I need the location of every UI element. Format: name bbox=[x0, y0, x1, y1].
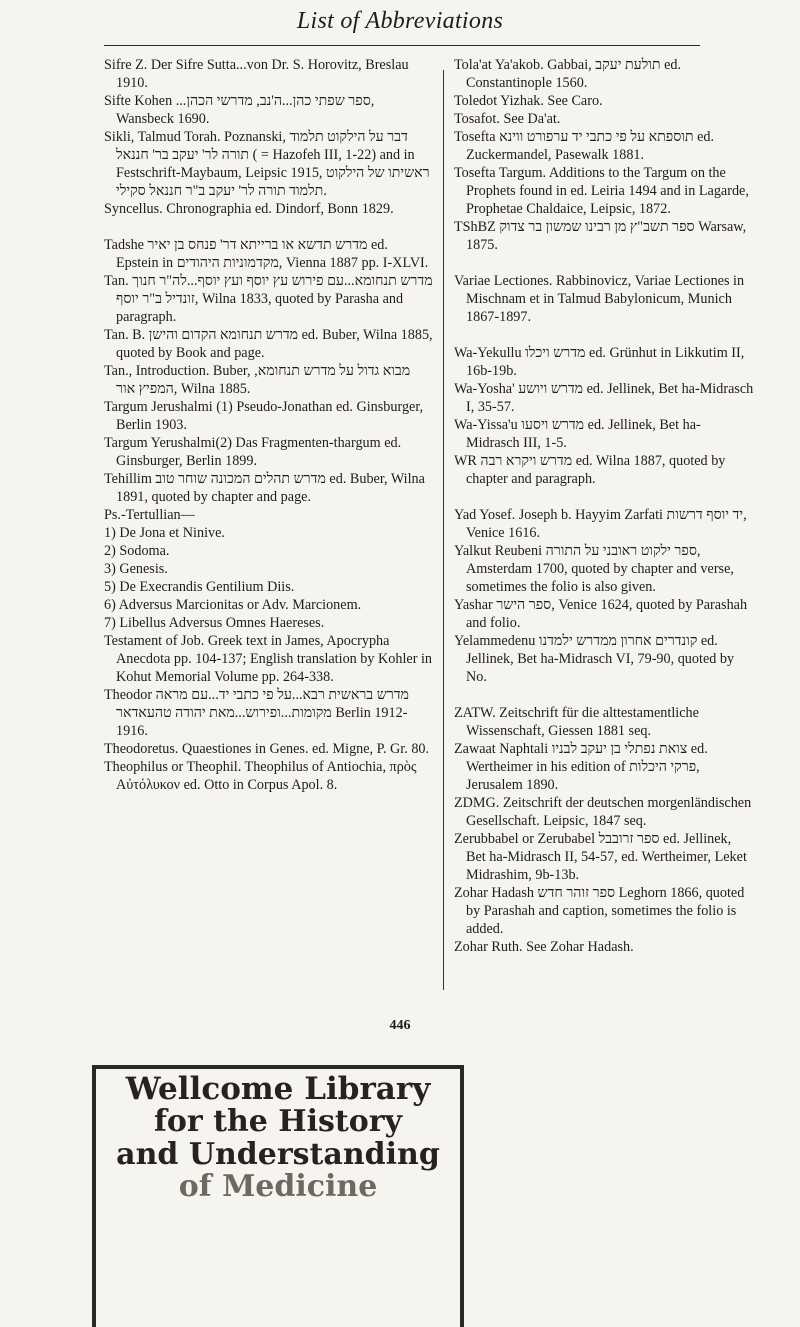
list-item: 5) De Execrandis Gentilium Diis. bbox=[104, 579, 295, 595]
entry-zatw: ZATW. Zeitschrift für die alttestamentliche Wissenschaft, Giessen 1881 seq. bbox=[454, 705, 699, 739]
entry-tosafot: Tosafot. See Da'at. bbox=[454, 111, 561, 127]
entry-sikli: Sikli, Talmud Torah. Poznanski, דבר על הילקוט תלמוד תורה לר' יעקב בר' חננאל ( = Hazofeh III, 1-22) and in Festschrift-Maybaum, Leipsic 1915, ראשיתו של הילקוט תלמוד תורה לר' יעקב ב"ר חננאל סקילי. bbox=[104, 129, 430, 199]
entry-ps-tertullian: Ps.-Tertullian— bbox=[104, 507, 195, 523]
left-column bbox=[104, 56, 434, 794]
entry-wr: WR מדרש ויקרא רבה ed. Wilna 1887, quoted by chapter and paragraph. bbox=[454, 453, 726, 487]
section-gap bbox=[454, 686, 754, 704]
entry-yad-yosef: Yad Yosef. Joseph b. Hayyim Zarfati יד יוסף דרשות, Venice 1616. bbox=[454, 507, 747, 541]
entry-zdmg: ZDMG. Zeitschrift der deutschen morgenländischen Gesellschaft. Leipsic, 1847 seq. bbox=[454, 795, 752, 829]
list-item: 7) Libellus Adversus Omnes Haereses. bbox=[104, 615, 325, 631]
entry-zohar-hadash: Zohar Hadash ספר זוהר חדש Leghorn 1866, quoted by Parashah and caption, sometimes the folio is added. bbox=[454, 885, 745, 937]
entry-zawaat-naphtali: Zawaat Naphtali צואת נפתלי בן יעקב לבניו ed. Wertheimer in his edition of פרקי היכלות, Jerusalem 1890. bbox=[454, 741, 708, 793]
list-item: 6) Adversus Marcionitas or Adv. Marcionem. bbox=[104, 597, 362, 613]
entry-tan-introduction: Tan., Introduction. Buber, מבוא גדול על מדרש תנחומא, המפיץ אור, Wilna 1885. bbox=[104, 363, 411, 397]
entry-theophilus: Theophilus or Theophil. Theophilus of Antiochia, πρὸς Αὐτόλυκον ed. Otto in Corpus Apol. 8. bbox=[104, 759, 417, 793]
column-divider bbox=[443, 70, 444, 990]
page-number: 446 bbox=[389, 1018, 411, 1033]
entry-yashar: Yashar ספר הישר, Venice 1624, quoted by Parashah and folio. bbox=[454, 597, 748, 631]
entry-sifte-kohen: Sifte Kohen ...ספר שפתי כהן...ה'נב, מדרשי הכהן, Wansbeck 1690. bbox=[104, 93, 375, 127]
entry-tadshe: Tadshe מדרש תדשא או ברייתא דר' פנחס בן יאיר ed. Epstein in מקדמוניות היהודים, Vienna 1887 pp. I-XLVI. bbox=[104, 237, 429, 271]
stamp-line: for the History bbox=[153, 1104, 403, 1140]
entry-syncellus: Syncellus. Chronographia ed. Dindorf, Bonn 1829. bbox=[104, 201, 394, 217]
entry-wa-yissau: Wa-Yissa'u מדרש ויסעו ed. Jellinek, Bet ha-Midrasch III, 1-5. bbox=[454, 417, 701, 451]
entry-wa-yekullu: Wa-Yekullu מדרש ויכלו ed. Grünhut in Likkutim II, 16b-19b. bbox=[454, 345, 745, 379]
section-gap bbox=[454, 488, 754, 506]
entry-tosefta: Tosefta תוספתא על פי כתבי יד ערפורט ווינא ed. Zuckermandel, Pasewalk 1881. bbox=[454, 129, 715, 163]
right-column bbox=[454, 56, 754, 956]
list-item: 1) De Jona et Ninive. bbox=[104, 525, 225, 541]
stamp-line: Wellcome Library bbox=[125, 1071, 431, 1107]
entry-sifre-z: Sifre Z. Der Sifre Sutta...von Dr. S. Horovitz, Breslau 1910. bbox=[104, 57, 409, 91]
entry-theodor: Theodor מדרש בראשית רבא...על פי כתבי יד...עם מראה מקומות...ופירוש...מאת יהודה טהעאדאר Berlin 1912-1916. bbox=[104, 687, 409, 739]
tertullian-list bbox=[104, 524, 434, 632]
stamp-line: and Understanding bbox=[116, 1136, 440, 1172]
entry-targum-yerushalmi: Targum Yerushalmi(2) Das Fragmenten-thargum ed. Ginsburger, Berlin 1899. bbox=[104, 435, 402, 469]
entry-targum-jerushalmi: Targum Jerushalmi (1) Pseudo-Jonathan ed. Ginsburger, Berlin 1903. bbox=[104, 399, 424, 433]
title-rule bbox=[104, 45, 700, 46]
entry-tan: Tan. מדרש תנחומא...עם פירוש עץ יוסף ועץ יוסף...לה"ר חנוך זונדיל ב"ר יוסף, Wilna 1833, quoted by Parasha and paragraph. bbox=[104, 273, 433, 325]
entry-testament-of-job: Testament of Job. Greek text in James, Apocrypha Anecdota pp. 104-137; English translation by Kohler in Kohut Memorial Volume pp. 264-338. bbox=[104, 633, 433, 685]
entry-tosefta-targum: Tosefta Targum. Additions to the Targum on the Prophets found in ed. Leiria 1494 and in Lagarde, Prophetae Chaldaice, Leipsic, 1872. bbox=[454, 165, 749, 217]
entry-tan-b: Tan. B. מדרש תנחומא הקדום והישן ed. Buber, Wilna 1885, quoted by Book and page. bbox=[104, 327, 433, 361]
entry-wa-yosha: Wa-Yosha' מדרש ויושע ed. Jellinek, Bet ha-Midrasch I, 35-57. bbox=[454, 381, 754, 415]
list-item: 3) Genesis. bbox=[104, 561, 168, 577]
entry-tshbz: TShBZ ספר תשב"ץ מן רבינו שמשון בר צדוק Warsaw, 1875. bbox=[454, 219, 747, 253]
stamp-line: of Medicine bbox=[178, 1169, 378, 1205]
entry-yelammedenu: Yelammedenu קונדרים אחרון ממדרש ילמדנו ed. Jellinek, Bet ha-Midrasch VI, 79-90, quoted by No. bbox=[454, 633, 735, 685]
entry-tolaat-yaakob: Tola'at Ya'akob. Gabbai, תולעת יעקב ed. Constantinople 1560. bbox=[454, 57, 682, 91]
entry-yalkut-reubeni: Yalkut Reubeni ספר ילקוט ראובני על התורה, Amsterdam 1700, quoted by chapter and verse, sometimes the folio is also given. bbox=[454, 543, 734, 595]
entry-theodoretus: Theodoretus. Quaestiones in Genes. ed. Migne, P. Gr. 80. bbox=[104, 741, 430, 757]
entry-tehillim: Tehillim מדרש תהלים המכונה שוחר טוב ed. Buber, Wilna 1891, quoted by chapter and page. bbox=[104, 471, 425, 505]
entry-toledot-yizhak: Toledot Yizhak. See Caro. bbox=[454, 93, 603, 109]
list-item: 2) Sodoma. bbox=[104, 543, 170, 559]
entry-zerubbabel: Zerubbabel or Zerubabel ספר זרובבל ed. Jellinek, Bet ha-Midrasch II, 54-57, ed. Wertheimer, Leket Midrashim, 9b-13b. bbox=[454, 831, 747, 883]
section-gap bbox=[104, 218, 434, 236]
page-title: List of Abbreviations bbox=[296, 8, 504, 34]
section-gap bbox=[454, 254, 754, 272]
section-gap bbox=[454, 326, 754, 344]
library-stamp bbox=[92, 1065, 464, 1327]
entry-variae-lectiones: Variae Lectiones. Rabbinovicz, Variae Lectiones in Mischnam et in Talmud Babylonicum, Munich 1867-1897. bbox=[454, 273, 745, 325]
entry-zohar-ruth: Zohar Ruth. See Zohar Hadash. bbox=[454, 939, 634, 955]
